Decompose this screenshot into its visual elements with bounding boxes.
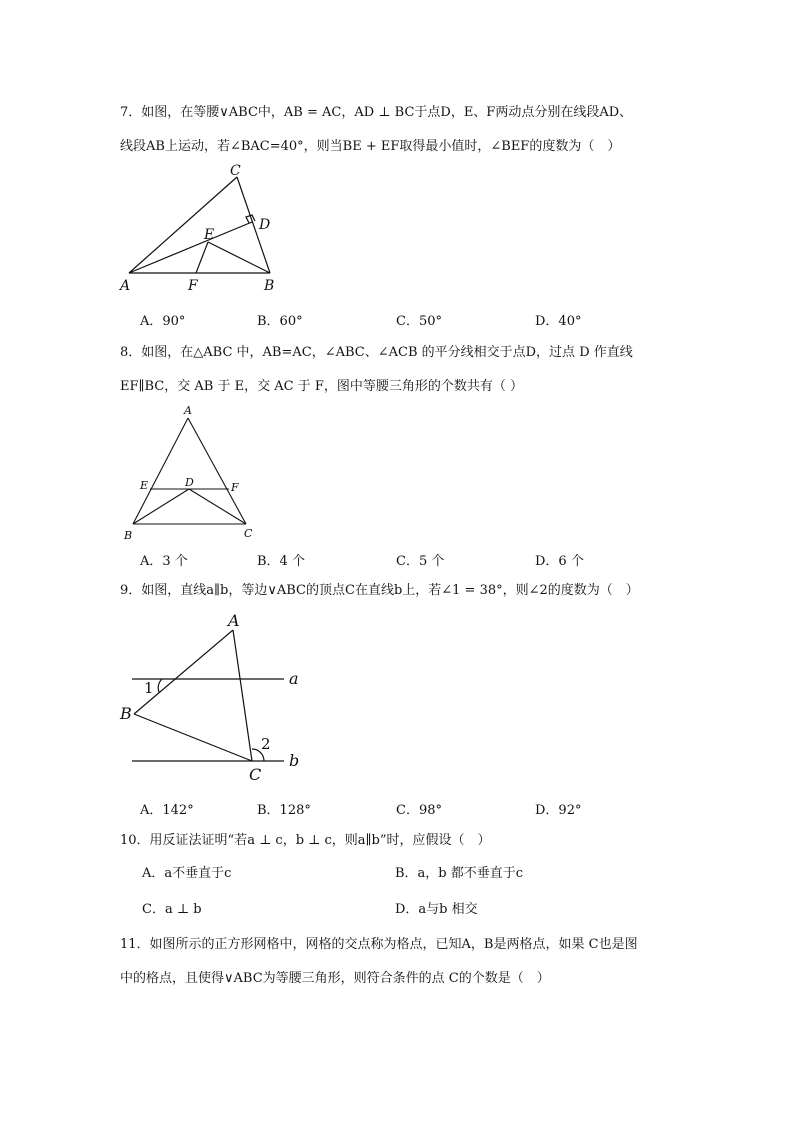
segment-ac xyxy=(129,177,237,273)
option-a[interactable]: A．90° xyxy=(140,314,186,329)
question-9-figure xyxy=(112,608,312,786)
option-c[interactable]: C．5 个 xyxy=(396,554,445,569)
segment-ef xyxy=(196,242,208,273)
option-b[interactable]: B．128° xyxy=(257,803,311,818)
label-c: C xyxy=(230,163,241,179)
segment-bd xyxy=(133,489,189,524)
label-angle-1: 1 xyxy=(144,679,154,697)
question-8-line-1: 8．如图，在△ABC 中，AB=AC，∠ABC、∠ACB 的平分线相交于点D，过点 D 作直线 xyxy=(120,345,633,360)
question-8-line-2: EF∥BC，交 AB 于 E，交 AC 于 F，图中等腰三角形的个数共有（ ） xyxy=(120,379,523,394)
segment-ab xyxy=(133,418,188,524)
label-f: F xyxy=(231,481,239,494)
question-10-options-row-1 xyxy=(140,862,700,884)
option-a[interactable]: A．a不垂直于c xyxy=(142,866,232,881)
option-b[interactable]: B．4 个 xyxy=(257,554,305,569)
segment-ab xyxy=(134,630,233,714)
question-7-line-2: 线段AB上运动，若∠BAC=40°，则当BE + EF取得最小值时，∠BEF的度数为（ ） xyxy=(120,139,621,154)
question-9-text xyxy=(120,574,680,608)
question-10-line-1: 10．用反证法证明“若a ⊥ c，b ⊥ c，则a∥b”时，应假设（ ） xyxy=(120,833,491,848)
label-d: D xyxy=(259,217,271,233)
option-d[interactable]: D．92° xyxy=(535,803,582,818)
segment-dc xyxy=(189,489,246,524)
label-line-a: a xyxy=(289,669,299,688)
question-11-text xyxy=(120,928,680,996)
label-e: E xyxy=(204,227,215,243)
segment-ac xyxy=(188,418,246,524)
question-10-text xyxy=(120,824,680,858)
question-9-line-1: 9．如图，直线a∥b，等边∨ABC的顶点C在直线b上，若∠1 = 38°，则∠2的度数为（ ） xyxy=(120,583,639,598)
option-d[interactable]: D．a与b 相交 xyxy=(395,902,478,917)
question-8-figure xyxy=(118,402,268,542)
option-b[interactable]: B．60° xyxy=(257,314,303,329)
label-b: B xyxy=(124,529,133,542)
label-b: B xyxy=(120,704,132,723)
label-line-b: b xyxy=(289,751,300,770)
question-11-line-2: 中的格点，且使得∨ABC为等腰三角形，则符合条件的点 C的个数是（ ） xyxy=(120,971,550,986)
segment-ad xyxy=(129,222,252,273)
label-c: C xyxy=(244,527,253,540)
question-8-options xyxy=(140,550,700,572)
option-c[interactable]: C．a ⊥ b xyxy=(142,902,202,917)
label-a: A xyxy=(120,278,131,294)
question-10-options-row-2 xyxy=(140,898,700,920)
option-b[interactable]: B．a，b 都不垂直于c xyxy=(395,866,524,881)
question-7-options xyxy=(140,310,700,332)
option-a[interactable]: A．142° xyxy=(140,803,194,818)
label-angle-2: 2 xyxy=(261,735,271,753)
option-d[interactable]: D．6 个 xyxy=(535,554,584,569)
question-7-figure xyxy=(110,162,290,297)
label-a: A xyxy=(184,404,192,417)
label-c: C xyxy=(249,765,262,784)
label-d: D xyxy=(185,476,194,489)
label-b: B xyxy=(264,278,275,294)
label-e: E xyxy=(140,479,149,492)
question-11-line-1: 11．如图所示的正方形网格中，网格的交点称为格点，已知A，B是两格点，如果 C也是图 xyxy=(120,937,638,952)
question-9-options xyxy=(140,799,700,821)
option-c[interactable]: C．50° xyxy=(396,314,442,329)
option-d[interactable]: D．40° xyxy=(535,314,582,329)
segment-bc xyxy=(134,714,252,761)
segment-ac xyxy=(233,630,252,761)
option-c[interactable]: C．98° xyxy=(396,803,442,818)
label-a: A xyxy=(228,611,240,630)
question-8-text xyxy=(120,336,680,404)
label-f: F xyxy=(188,278,198,294)
question-7-line-1: 7．如图，在等腰∨ABC中，AB = AC，AD ⊥ BC于点D，E、F两动点分别在线段AD、 xyxy=(120,105,633,120)
question-7-text xyxy=(120,96,680,164)
option-a[interactable]: A．3 个 xyxy=(140,554,188,569)
